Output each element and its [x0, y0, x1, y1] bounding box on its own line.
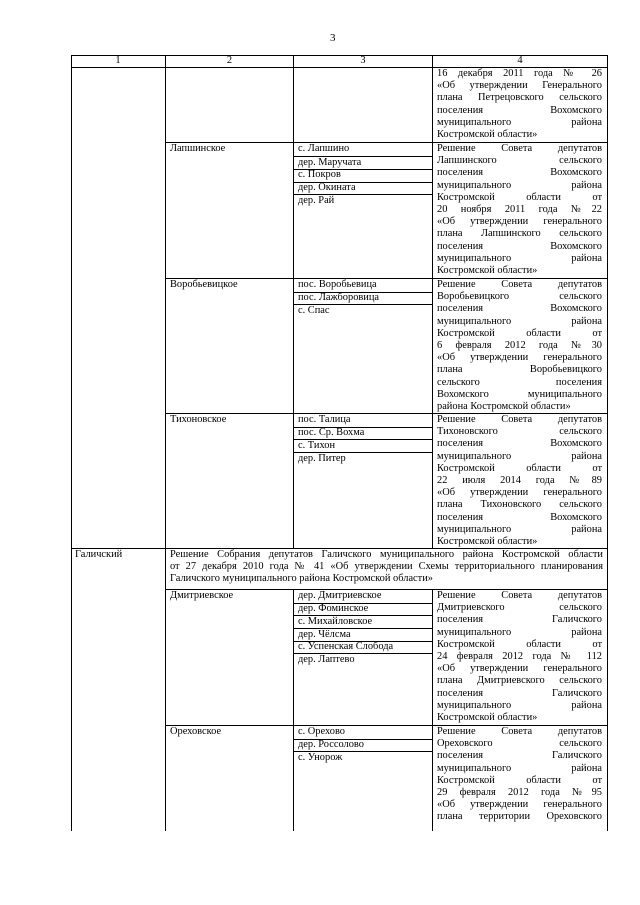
header-col1: 1	[115, 55, 121, 66]
table-border-right	[607, 55, 608, 831]
settlement-tikhonovo: Тихоновское	[170, 414, 227, 425]
district-galich: Галичский	[75, 549, 123, 560]
place-item: пос. Талица	[298, 414, 351, 425]
place-item: с. Орехово	[298, 726, 346, 737]
header-col2: 2	[226, 55, 233, 66]
col3-divider-lower	[432, 589, 433, 831]
col1-divider-galich	[165, 548, 166, 589]
place-item: дер. Рай	[298, 195, 335, 206]
decision-petretsovo-continued: 16 декабря 2011 года № 26 «Об утверждении Генерального плана Петрецовского сельского поселения Вохомского муниципального района Костромской области»	[437, 68, 602, 141]
settlement-dmitriev: Дмитриевское	[170, 590, 234, 601]
place-item: дер. Дмитриевское	[298, 590, 382, 601]
place-item: дер. Чёлсма	[298, 629, 351, 640]
col2-divider-lower	[293, 589, 294, 831]
col3-divider-upper	[432, 55, 433, 548]
place-item: дер. Фоминское	[298, 603, 369, 614]
place-item: пос. Воробьевица	[298, 279, 377, 290]
place-item: с. Успенская Слобода	[298, 641, 394, 652]
decision-orekhov: Решение Совета депутатов Ореховского сельского поселения Галичского муниципального района Костромской области от 29 февраля 2012 года №95 «Об утверждении генерального плана территории Ореховского	[437, 726, 602, 823]
place-item: дер. Питер	[298, 453, 346, 464]
place-item: с. Михайловское	[298, 616, 373, 627]
place-item: дер. Маручата	[298, 157, 362, 168]
page-number: 3	[330, 32, 336, 44]
header-col4: 4	[517, 55, 523, 66]
settlements-table	[71, 55, 608, 831]
place-item: пос. Лажборовица	[298, 292, 380, 303]
col2-divider-upper	[293, 55, 294, 548]
decision-galich-district: Решение Собрания депутатов Галичского муниципального района Костромской области от 27 декабря 2010 года № 41 «Об утверждении Схемы территориального планирования Галичского муниципального района Костромской области»	[170, 549, 603, 585]
place-item: дер. Россолово	[298, 739, 364, 750]
decision-tikhonovo: Решение Совета депутатов Тихоновского сельского поселения Вохомского муниципального района Костромской области от 22 июля 2014 года №89 «Об утверждении генерального плана Тихоновского сельского поселения Вохомского муниципального района Костромской области»	[437, 414, 602, 548]
place-item: дер. Окината	[298, 182, 356, 193]
header-col3: 3	[360, 55, 366, 66]
col1-divider-lower	[165, 589, 166, 831]
settlement-orekhov: Ореховское	[170, 726, 222, 737]
decision-dmitriev: Решение Совета депутатов Дмитриевского сельского поселения Галичского муниципального района Костромской области от 24 февраля 2012 года № 112 «Об утверждении генерального плана Дмитриевского сельского поселения Галичского муниципального района Костромской области»	[437, 590, 602, 724]
decision-vorobyevitsy: Решение Совета депутатов Воробьевицкого сельского поселения Вохомского муниципального района Костромской области от 6 февраля 2012 года №30 «Об утверждении генерального плана Воробьевицкого сельского поселения Вохомского муниципального района Костромской области»	[437, 279, 602, 413]
place-item: с. Покров	[298, 169, 341, 180]
place-item: дер. Лаптево	[298, 654, 355, 665]
place-item: с. Тихон	[298, 440, 336, 451]
place-item: с. Спас	[298, 305, 330, 316]
place-item: с. Унорож	[298, 752, 343, 763]
table-border-left	[71, 55, 72, 831]
settlement-lapshino: Лапшинское	[170, 143, 226, 154]
place-item: пос. Ср. Вохма	[298, 427, 365, 438]
decision-lapshino: Решение Совета депутатов Лапшинского сельского поселения Вохомского муниципального района Костромской области от 20 ноября 2011 года №22 «Об утверждении генерального плана Лапшинского сельского поселения Вохомского муниципального района Костромской области»	[437, 143, 602, 277]
place-item: с. Лапшино	[298, 143, 350, 154]
settlement-vorobyevitsy: Воробьевицкое	[170, 279, 238, 290]
col1-divider-upper	[165, 55, 166, 548]
